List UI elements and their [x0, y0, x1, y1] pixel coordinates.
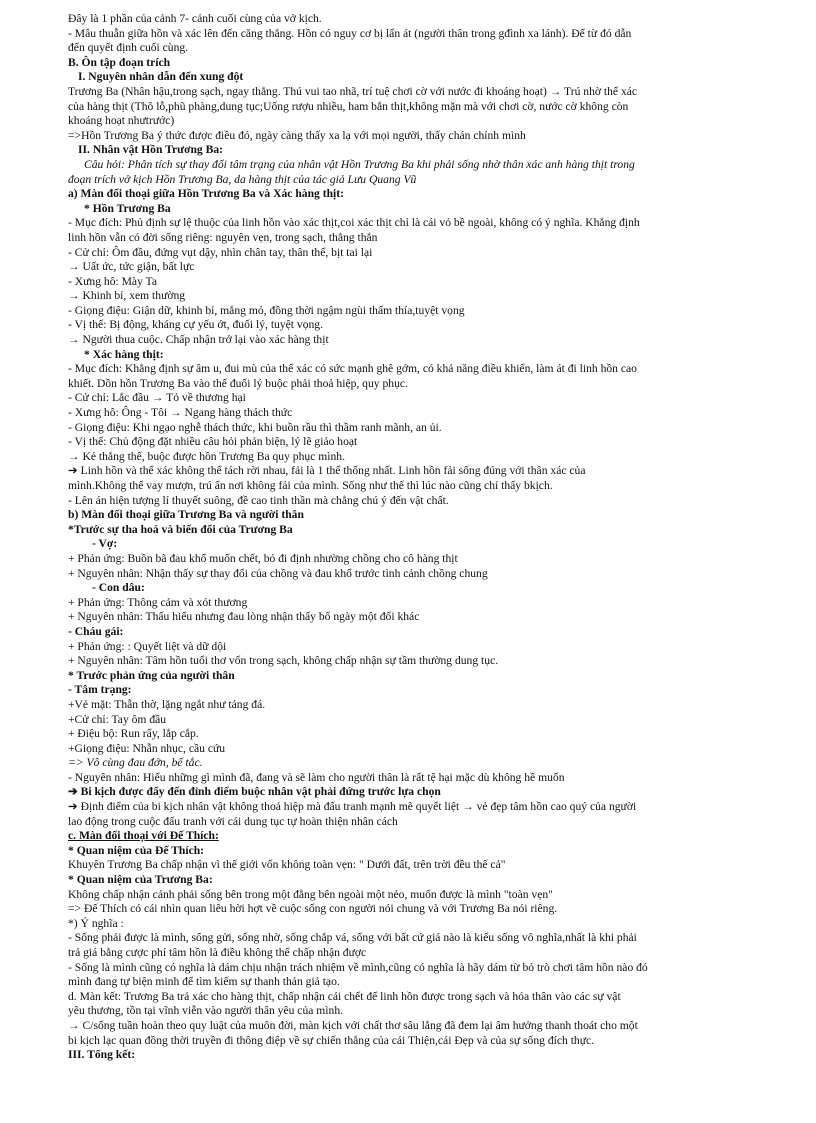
- text-line: ➔ Bi kịch được đẩy đến đỉnh điểm buộc nhân vật phải đứng trước lựa chọn: [68, 785, 441, 799]
- subheading-hon-truong-ba: * Hồn Trương Ba: [84, 201, 171, 215]
- subheading-star: * Trước phản ứng của người thân: [68, 668, 235, 682]
- text-line: → Uất ức, tức giận, bất lực: [68, 260, 195, 274]
- text-line: → Khinh bỉ, xem thường: [68, 289, 186, 303]
- text-line: d. Màn kết: Trương Ba trả xác cho hàng thịt, chấp nhận cái chết để linh hồn được trong sạch và hóa thân vào các sự vật: [68, 989, 621, 1003]
- text-line: Khuyên Trương Ba chấp nhận vì thế giới vốn không toàn vẹn: " Dưới đất, trên trời đều thế cả": [68, 858, 506, 872]
- text-line: mình.Không thể vay mượn, trú ẩn nơi không fải của mình. Sống như thế thì lúc nào cũng chỉ thấy bkịch.: [68, 479, 553, 492]
- text-line: =>Hồn Trương Ba ý thức được điều đó, ngày càng thấy xa lạ với mọi người, thấy chán chính mình: [68, 128, 526, 142]
- question-line: Câu hỏi: Phân tích sự thay đổi tâm trạng của nhân vật Hồn Trương Ba khi phải sống nhờ thân xác anh hàng thịt trong: [84, 157, 635, 171]
- label-tam-trang: - Tâm trạng:: [68, 683, 132, 697]
- subheading-a: a) Màn đối thoại giữa Hồn Trương Ba và Xác hàng thịt:: [68, 187, 344, 201]
- text-line: ➔ Định điểm của bi kịch nhân vật không thoả hiệp mà đấu tranh mạnh mẽ quyết liệt → vẻ đẹp tâm hồn cao quý của người: [68, 800, 637, 814]
- text-line: + Điệu bộ: Run rẩy, lắp cắp.: [68, 727, 199, 741]
- text-line: + Phản ứng: Thông cảm và xót thương: [68, 595, 248, 609]
- text-line: - Nguyên nhân: Hiểu những gì mình đã, đang và sẽ làm cho người thân là rất tệ hại mặc dù không hề muốn: [68, 770, 565, 784]
- text-line: Đây là 1 phần của cảnh 7- cảnh cuối cùng của vở kịch.: [68, 12, 322, 25]
- text-line: - Lên án hiện tượng lí thuyết suông, đề cao tinh thần mà chẳng chú ý đến vật chất.: [68, 493, 449, 507]
- section-heading-b: B. Ôn tập đoạn trích: [68, 55, 171, 69]
- text-line: yêu thương, tồn tại vĩnh viễn vào người thân yêu của mình.: [68, 1004, 344, 1018]
- document-page: [68, 12, 768, 1063]
- subheading-star: * Quan niệm của Đế Thích:: [68, 843, 205, 857]
- text-line: +Giọng điệu: Nhẫn nhục, cầu cứu: [68, 741, 226, 755]
- text-line: Không chấp nhận cảnh phải sống bên trong một đằng bên ngoài một nẻo, muốn được là mình "toàn vẹn": [68, 887, 553, 901]
- text-line: → C/sống tuần hoàn theo quy luật của muôn đời, màn kịch với chất thơ sâu lắng đã đem lại âm hưởng thanh thoát cho một: [68, 1018, 638, 1032]
- text-line: + Nguyên nhân: Nhận thấy sự thay đổi của chồng và đau khổ trước tình cảnh chồng chung: [68, 566, 488, 580]
- text-line: đến quyết định cuối cùng.: [68, 41, 189, 55]
- heading-i: I. Nguyên nhân dẫn đến xung đột: [78, 70, 244, 84]
- text-line: + Phản ứng: Buồn bã đau khổ muốn chết, bỏ đi định nhường chồng cho cô hàng thịt: [68, 551, 458, 565]
- label-chau-gai: - Cháu gái:: [68, 624, 124, 638]
- text-line: trả giá bằng cược phí tâm hồn là điều không thể chấp nhận được: [68, 946, 367, 959]
- text-line: khoáng hoạt nhưtrước): [68, 114, 175, 128]
- text-line: - Sống là mình cũng có nghĩa là dám chịu nhận trách nhiệm về mình,cũng có nghĩa là hãy dám từ bỏ trò chơi tâm hồn nào đó: [68, 960, 648, 974]
- subheading-c: c. Màn đối thoại với Đế Thích:: [68, 829, 219, 843]
- text-line: +Cử chỉ: Tay ôm đầu: [68, 712, 167, 726]
- text-line: - Sống phải được là mình, sống gửi, sống nhờ, sống chắp vá, sống với bất cứ giá nào là kiểu sống vô nghĩa,nhất là khi phải: [68, 931, 637, 945]
- heading-iii: III. Tổng kết:: [68, 1048, 136, 1062]
- heading-ii: II. Nhân vật Hồn Trương Ba:: [78, 143, 224, 157]
- text-line: +Vẻ mặt: Thẫn thờ, lặng ngắt như tảng đá.: [68, 697, 266, 711]
- text-line: - Mâu thuẫn giữa hồn và xác lên đến căng thẳng. Hồn có nguy cơ bị lấn át (người thân trong gđình xa lánh). Để từ đó dẫn: [68, 26, 632, 40]
- text-line: + Nguyên nhân: Thấu hiểu nhưng đau lòng nhận thấy bố ngày một đổi khác: [68, 610, 420, 624]
- subheading-star: * Quan niệm của Trương Ba:: [68, 873, 213, 887]
- text-line: - Giọng điệu: Giận dữ, khinh bỉ, mắng mỏ, đồng thời ngậm ngùi thấm thía,tuyệt vọng: [68, 303, 465, 317]
- text-line: → Kẻ thắng thế, buộc được hồn Trương Ba quy phục mình.: [68, 449, 345, 463]
- text-line: *) Ý nghĩa :: [68, 916, 124, 930]
- text-line: - Vị thế: Chủ động đặt nhiều câu hỏi phản biện, lý lẽ giảo hoạt: [68, 435, 358, 449]
- text-line: + Nguyên nhân: Tâm hồn tuổi thơ vốn trong sạch, không chấp nhận sự tầm thường dung tục.: [68, 654, 499, 668]
- text-line: - Mục đích: Khẳng định sự âm u, đui mù của thể xác có sức mạnh ghê gớm, có khả năng điều khiển, làm át đi linh hồn cao: [68, 362, 637, 376]
- text-line: - Vị thế: Bị động, kháng cự yếu ớt, đuối lý, tuyệt vọng.: [68, 318, 324, 332]
- text-line: => Vô cùng đau đớn, bế tắc.: [68, 756, 203, 770]
- label-con-dau: - Con dâu:: [92, 581, 145, 595]
- text-line: mình đang tự biện minh để tìm kiếm sự thanh thản giả tạo.: [68, 975, 340, 989]
- text-line: linh hồn vẫn có đời sống riêng: nguyên vẹn, trong sạch, thẳng thắn: [68, 230, 378, 244]
- text-line: - Cử chỉ: Ôm đầu, đứng vụt dậy, nhìn chân tay, thân thể, bịt tai lại: [68, 245, 373, 259]
- text-line: - Xưng hô: Ông - Tôi → Ngang hàng thách thức: [68, 406, 293, 420]
- subheading-star: *Trước sự tha hoá và biến đổi của Trương Ba: [68, 522, 293, 536]
- text-line: + Phản ứng: : Quyết liệt và dữ dội: [68, 639, 227, 653]
- text-line: Trương Ba (Nhân hậu,trong sạch, ngay thẳng. Thú vui tao nhã, trí tuệ chơi cờ với nước đi khoáng hoạt) → Trú nhờ thể xác: [68, 84, 638, 98]
- subheading-xac-hang-thit: * Xác hàng thịt:: [84, 347, 164, 361]
- text-line: bi kịch lạc quan đồng thời truyền đi thông điệp về sự chiến thắng của cái Thiện,cái Đẹp và của sự sống đích thực.: [68, 1033, 595, 1047]
- text-line: - Xưng hô: Mày Ta: [68, 274, 157, 288]
- text-line: khiết. Dồn hồn Trương Ba vào thế đuối lý buộc phải thoả hiệp, quy phục.: [68, 376, 408, 390]
- label-vo: - Vợ:: [92, 537, 118, 551]
- text-line: - Mục đích: Phủ định sự lệ thuộc của linh hồn vào xác thịt,coi xác thịt chỉ là cái vỏ bề ngoài, không có ý nghĩa. Khẳng định: [68, 216, 640, 230]
- question-line: đoạn trích vở kịch Hồn Trương Ba, da hàng thịt của tác giả Lưu Quang Vũ: [68, 172, 417, 186]
- text-line: - Cử chỉ: Lắc đầu → Tỏ về thương hại: [68, 391, 246, 405]
- text-line: - Giọng điệu: Khi ngạo nghễ thách thức, khi buồn rầu thì thầm ranh mãnh, an ủi.: [68, 420, 442, 434]
- text-line: => Đế Thích có cái nhìn quan liêu hời hợt về cuộc sống con người nói chung và với Trương Ba nói riêng.: [68, 902, 558, 916]
- text-line: lao động trong cuộc đấu tranh với cái dung tục tự hoàn thiện nhân cách: [68, 814, 398, 828]
- subheading-b: b) Màn đối thoại giữa Trương Ba và người thân: [68, 508, 304, 522]
- text-line: ➔ Linh hồn và thể xác không thể tách rời nhau, fải là 1 thể thống nhất. Linh hồn fải sống đúng với thân xác của: [68, 464, 586, 478]
- text-line: → Người thua cuộc. Chấp nhận trở lại vào xác hàng thịt: [68, 333, 329, 347]
- text-line: của hàng thịt (Thô lỗ,phũ phàng,dung tục;Uống rượu nhiều, ham bắn thịt,không mặn mà với chơi cờ, nước cờ không còn: [68, 99, 629, 113]
